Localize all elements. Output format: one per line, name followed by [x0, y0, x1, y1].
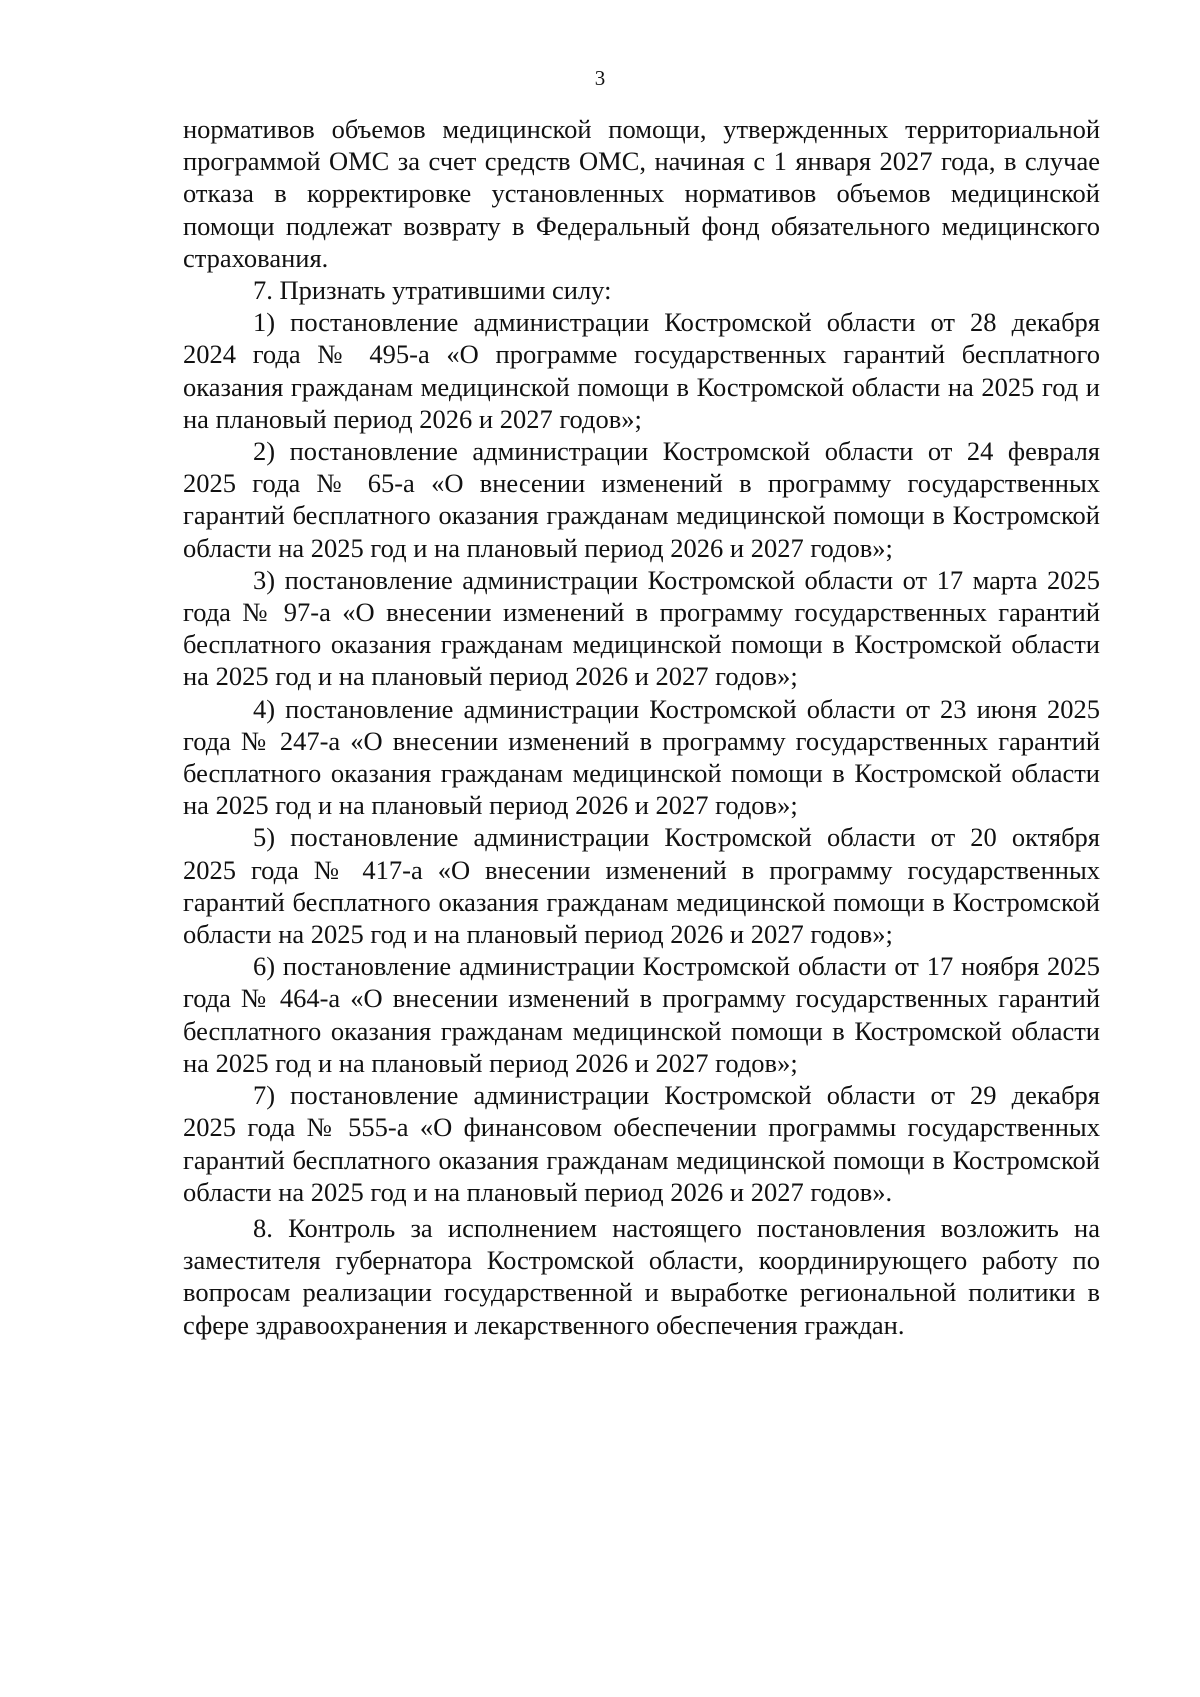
item-7-subitem-4: 4) постановление администрации Костромской области от 23 июня 2025 года № 247-а «О внесении изменений в программу государственных гарантий бесплатного оказания гражданам медицинской помощи в Костромской области на 2025 год и на плановый период 2026 и 2027 годов»; — [183, 693, 1100, 821]
document-body — [183, 113, 1100, 1341]
page-number: 3 — [594, 66, 606, 90]
item-8-paragraph: 8. Контроль за исполнением настоящего постановления возложить на заместителя губернатора Костромской области, координирующего работу по вопросам реализации государственной и выработке региональной политики в сфере здравоохранения и лекарственного обеспечения граждан. — [183, 1212, 1100, 1340]
item-7-subitem-6: 6) постановление администрации Костромской области от 17 ноября 2025 года № 464-а «О внесении изменений в программу государственных гарантий бесплатного оказания гражданам медицинской помощи в Костромской области на 2025 год и на плановый период 2026 и 2027 годов»; — [183, 951, 1100, 1078]
intro-paragraph: нормативов объемов медицинской помощи, утвержденных территориальной программой ОМС за счет средств ОМС, начиная с 1 января 2027 года, в случае отказа в корректировке установленных нормативов объемов медицинской помощи подлежат возврату в Федеральный фонд обязательного медицинского страхования. — [183, 114, 1100, 273]
item-7-subitem-5: 5) постановление администрации Костромской области от 20 октября 2025 года № 417-а «О внесении изменений в программу государственных гарантий бесплатного оказания гражданам медицинской помощи в Костромской области на 2025 год и на плановый период 2026 и 2027 годов»; — [183, 822, 1100, 950]
item-7-subitem-7: 7) постановление администрации Костромской области от 29 декабря 2025 года № 555-а «О финансовом обеспечении программы государственных гарантий бесплатного оказания гражданам медицинской помощи в Костромской области на 2025 год и на плановый период 2026 и 2027 годов». — [183, 1080, 1100, 1207]
item-7-subitem-2: 2) постановление администрации Костромской области от 24 февраля 2025 года № 65-а «О внесении изменений в программу государственных гарантий бесплатного оказания гражданам медицинской помощи в Костромской области на 2025 год и на плановый период 2026 и 2027 годов»; — [183, 436, 1100, 563]
item-7-heading: 7. Признать утратившими силу: — [253, 275, 612, 306]
item-7-subitem-3: 3) постановление администрации Костромской области от 17 марта 2025 года № 97-а «О внесении изменений в программу государственных гарантий бесплатного оказания гражданам медицинской помощи в Костромской области на 2025 год и на плановый период 2026 и 2027 годов»; — [183, 564, 1100, 692]
item-7-subitem-1: 1) постановление администрации Костромской области от 28 декабря 2024 года № 495-а «О программе государственных гарантий бесплатного оказания гражданам медицинской помощи в Костромской области на 2025 год и на плановый период 2026 и 2027 годов»; — [183, 307, 1100, 434]
